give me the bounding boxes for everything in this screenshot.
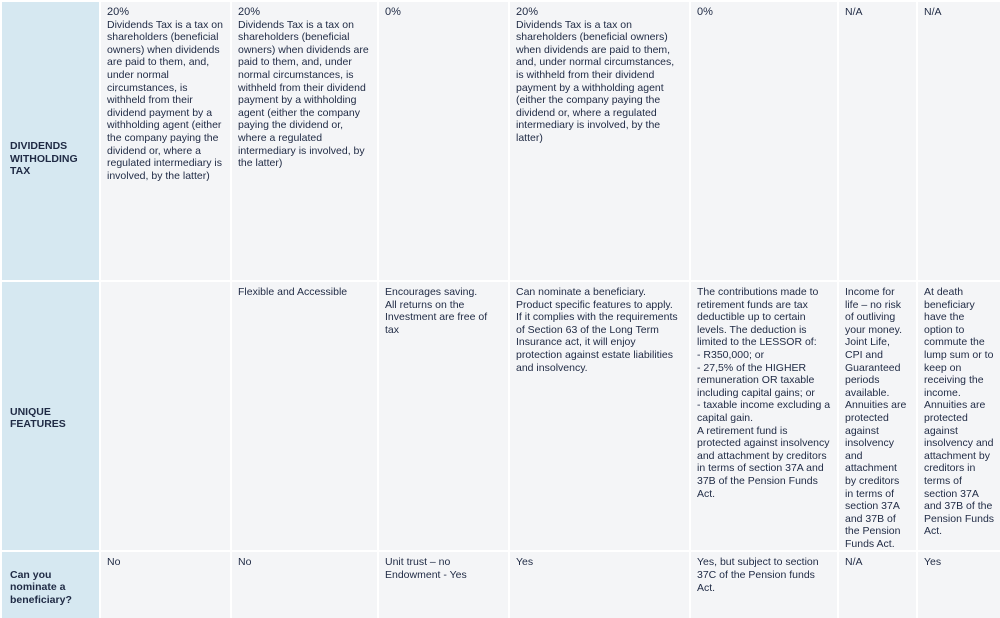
- rate: 0%: [697, 6, 713, 18]
- row-header-dividends-withholding-tax: DIVIDENDS WITHOLDING TAX: [1, 1, 100, 281]
- value: Yes: [924, 556, 942, 569]
- feature: A retirement fund is protected against insolvency and attachment by creditors in terms of section 37A and 37B of the Pension Funds Act.: [697, 424, 830, 500]
- description: Dividends Tax is a tax on shareholders (beneficial owners) when dividends are paid to them, and, under normal circumstances, is withheld from their dividend payment by a withholding agent (either the company paying the dividend or, where a regulated intermediary is involved, by the latter): [238, 18, 369, 170]
- value: Endowment - Yes: [385, 569, 467, 582]
- feature: Flexible and Accessible: [238, 286, 348, 298]
- cell: [378, 281, 509, 551]
- cell: [917, 281, 1000, 551]
- feature: Product specific features to apply.: [516, 298, 673, 311]
- row-header-unique-features: UNIQUE FEATURES: [1, 281, 100, 551]
- feature: The contributions made to retirement funds are tax deductible up to certain levels. The deduction is limited to the LESSOR of:: [697, 286, 819, 349]
- value: No: [238, 556, 252, 569]
- feature: Annuities are protected against insolvency and attachment by creditors in terms of section 37A and 37B of the Pension Funds Act.: [924, 399, 995, 538]
- cell: [838, 281, 917, 551]
- cell: [838, 551, 917, 618]
- rate: 20%: [516, 6, 539, 18]
- row-dividends-withholding-tax: [1, 1, 1000, 281]
- value: Unit trust – no: [385, 556, 451, 569]
- feature: At death beneficiary have the option to commute the lump sum or to keep on receiving the income.: [924, 286, 994, 399]
- rate: 20%: [238, 6, 261, 18]
- cell: [100, 1, 231, 281]
- cell: [378, 1, 509, 281]
- feature: Annuities are protected against insolvency and attachment by creditors in terms of section 37A and 37B of the Pension Funds Act.: [845, 399, 907, 550]
- row-nominate-beneficiary: [1, 551, 1000, 618]
- cell: [917, 551, 1000, 618]
- row-header-nominate-beneficiary: Can you nominate a beneficiary?: [1, 551, 100, 618]
- cell: [509, 1, 690, 281]
- cell: [231, 1, 378, 281]
- cell: [917, 1, 1000, 281]
- rate: 0%: [385, 6, 401, 18]
- cell: [690, 281, 838, 551]
- cell: [690, 551, 838, 618]
- cell: [100, 551, 231, 618]
- feature: Income for life – no risk of outliving your money.: [845, 286, 902, 336]
- description: Dividends Tax is a tax on shareholders (beneficial owners) when dividends are paid to them, and, under normal circumstances, is withheld from their dividend payment by a withholding agent (either the company paying the dividend or, where a regulated intermediary is involved, by the latter): [107, 18, 223, 182]
- feature: - R350,000; or: [697, 348, 765, 361]
- cell: [378, 551, 509, 618]
- cell: [100, 281, 231, 551]
- feature: Encourages saving.: [385, 286, 478, 298]
- feature: If it complies with the requirements of Section 63 of the Long Term Insurance act, it will enjoy protection against estate liabilities and insolvency.: [516, 311, 678, 374]
- description: Dividends Tax is a tax on shareholders (beneficial owners) when dividends are paid to them, and, under normal circumstances, is withheld from their dividend payment by a withholding agent (either the company paying the dividend or, where a regulated intermediary is involved, by the latter): [516, 18, 675, 144]
- value: No: [107, 556, 121, 569]
- cell: [509, 551, 690, 618]
- value: Yes: [516, 556, 534, 569]
- value: Yes, but subject to section 37C of the Pension funds Act.: [697, 556, 819, 594]
- cell: [838, 1, 917, 281]
- feature: All returns on the Investment are free of tax: [385, 298, 488, 336]
- cell: [509, 281, 690, 551]
- feature: Can nominate a beneficiary.: [516, 286, 646, 298]
- value: N/A: [924, 6, 942, 18]
- rate: 20%: [107, 6, 130, 18]
- feature: Joint Life, CPI and Guaranteed periods available.: [845, 336, 901, 399]
- cell: [690, 1, 838, 281]
- feature: - taxable income excluding a capital gain.: [697, 399, 831, 424]
- row-unique-features: [1, 281, 1000, 551]
- value: N/A: [845, 556, 863, 569]
- cell: [231, 281, 378, 551]
- value: N/A: [845, 6, 863, 18]
- feature: - 27,5% of the HIGHER remuneration OR taxable including capital gains; or: [697, 361, 815, 399]
- cell: [231, 551, 378, 618]
